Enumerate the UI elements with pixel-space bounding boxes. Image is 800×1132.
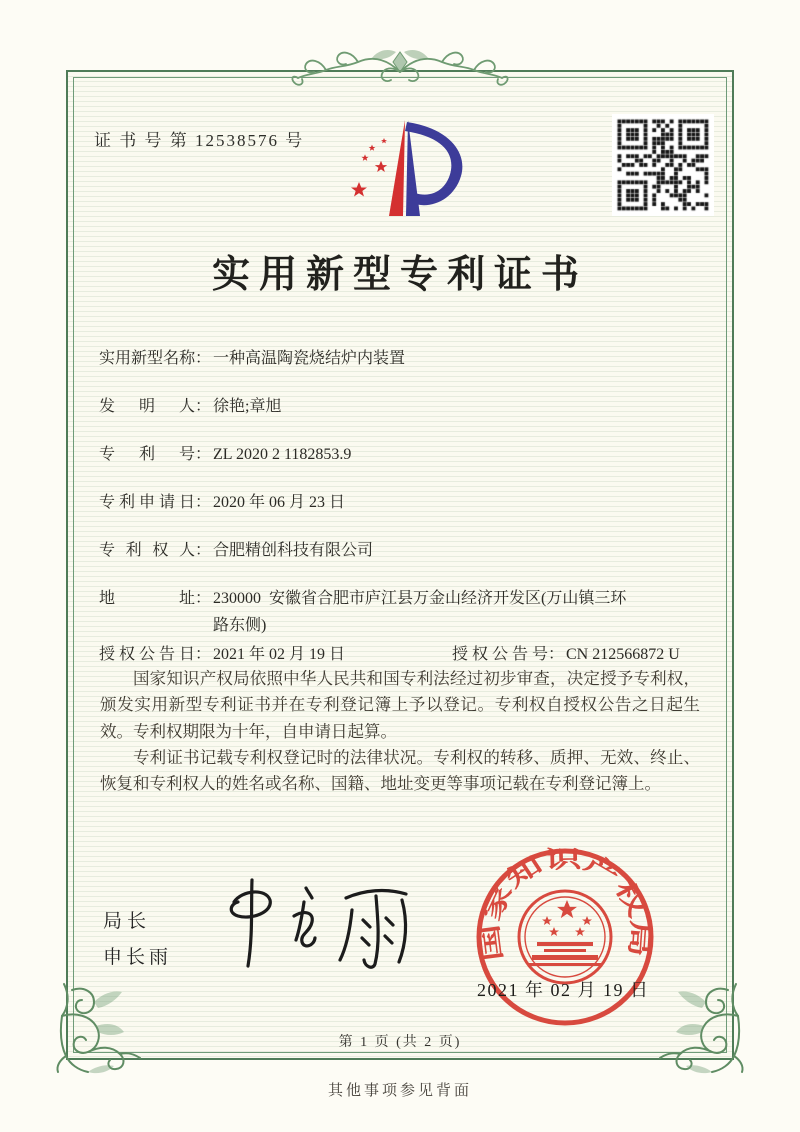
field-row-patentee [99, 537, 373, 564]
certificate-number: 证 书 号 第 12538576 号 [94, 131, 305, 150]
field-colon: ： [195, 646, 212, 663]
field-value: 徐艳;章旭 [213, 398, 282, 415]
field-row-patent-no [99, 441, 351, 468]
logo-stars [351, 138, 387, 196]
field-label: 专 利 号 [99, 446, 195, 463]
seal-date: 2021 年 02 月 19 日 [477, 980, 650, 1000]
field-colon: ： [195, 398, 212, 415]
field-value: 2021 年 02 月 19 日 [213, 646, 346, 663]
field-row-address [99, 585, 637, 639]
legal-paragraph-2: 专利证书记载专利权登记时的法律状况。专利权的转移、质押、无效、终止、恢复和专利权人的姓名或名称、国籍、地址变更等事项记载在专利登记簿上。 [100, 747, 700, 794]
field-colon: ： [195, 590, 212, 607]
commissioner-name: 申长雨 [103, 947, 173, 968]
field-label: 专 利 权 人 [99, 542, 195, 559]
legal-text [100, 666, 700, 797]
field-row-filing-date [99, 489, 345, 516]
field-value: CN 212566872 U [566, 646, 680, 663]
qr-code [612, 114, 714, 216]
legal-paragraph-1: 国家知识产权局依照中华人民共和国专利法经过初步审查，决定授予专利权，颁发实用新型专利证书并在专利登记簿上予以登记。专利权自授权公告之日起生效。专利权期限为十年，自申请日起算。 [100, 669, 700, 741]
page-number: 第 1 页 (共 2 页) [338, 1035, 462, 1050]
field-value: 合肥精创科技有限公司 [213, 542, 374, 559]
field-label: 专 利 申 请 日 [99, 494, 195, 511]
field-label: 授 权 公 告 号 [452, 646, 548, 663]
field-label: 发 明 人 [99, 398, 195, 415]
field-label: 授 权 公 告 日 [99, 646, 195, 663]
seal-ring-text: 国家知识产权局 [478, 847, 653, 963]
field-pair-grant-number [452, 641, 680, 668]
logo-wedge-red [389, 120, 405, 216]
back-side-note: 其他事项参见背面 [327, 1083, 472, 1099]
cnipa-logo [336, 110, 481, 228]
field-colon: ： [195, 494, 212, 511]
official-seal [468, 840, 662, 1034]
field-label: 实 用 新 型 名 称 [99, 350, 196, 367]
field-row-name [99, 345, 405, 372]
certificate-title: 实用新型专利证书 [211, 254, 588, 296]
field-colon: ： [548, 646, 565, 663]
field-colon: ： [195, 446, 212, 463]
field-value: 230000 安徽省合肥市庐江县万金山经济开发区(万山镇三环路东侧) [213, 590, 627, 634]
handwritten-signature [218, 872, 433, 977]
field-row-grant [99, 641, 719, 668]
field-row-inventor [99, 393, 281, 420]
field-value: 一种高温陶瓷烧结炉内装置 [213, 350, 406, 367]
field-colon: ： [195, 542, 212, 559]
field-value: ZL 2020 2 1182853.9 [213, 446, 352, 463]
field-label: 地 址 [99, 590, 195, 607]
field-value: 2020 年 06 月 23 日 [213, 494, 346, 511]
seal-national-emblem [519, 891, 611, 983]
field-colon: ： [195, 350, 212, 367]
commissioner-title: 局长 [103, 911, 152, 932]
